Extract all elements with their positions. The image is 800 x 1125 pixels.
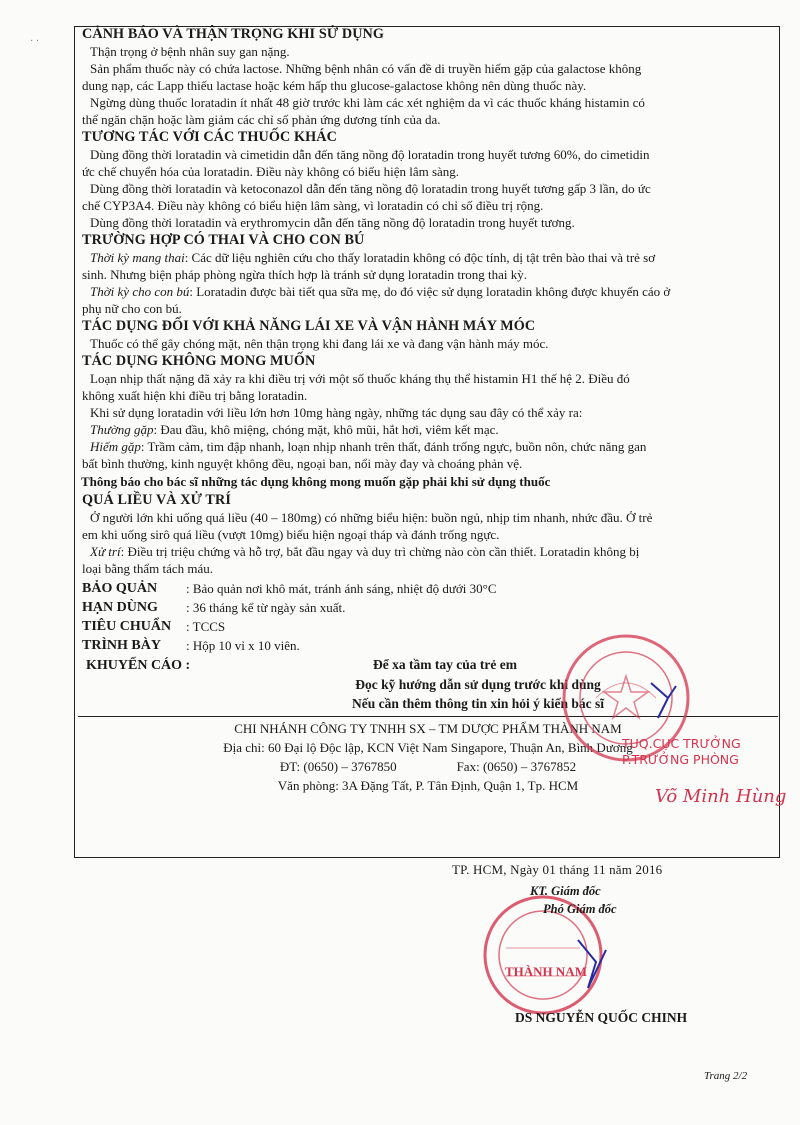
moh-authority [622,736,741,768]
doctor-notice: Thông báo cho bác sĩ những tác dụng không mong muốn gặp phải khi sử dụng thuốc [81,474,551,489]
section-pregnancy [78,231,778,317]
storage-row [78,579,778,598]
signer-title: KT. Giám đốc [530,884,601,898]
signing-date: TP. HCM, Ngày 01 tháng 11 năm 2016 [452,862,663,877]
section-heading: TRƯỜNG HỢP CÓ THAI VÀ CHO CON BÚ [82,232,365,248]
section-heading: TƯƠNG TÁC VỚI CÁC THUỐC KHÁC [82,129,337,145]
paragraph: thể ngăn chặn hoặc làm giảm các chỉ số phản ứng dương tính của da. [82,112,441,127]
section-overdose [78,491,778,577]
standard-value: : TCCS [186,619,226,634]
term-label: Xử trí [90,544,121,559]
signer-position: Phó Giám đốc [543,902,617,916]
section-heading: TÁC DỤNG KHÔNG MONG MUỐN [82,353,316,369]
paragraph: bất bình thường, kinh nguyệt không đều, ngoại ban, nổi mày đay và choáng phản vệ. [82,456,523,471]
recommendation-label: KHUYẾN CÁO : [86,658,191,673]
paragraph: Dùng đồng thời loratadin và ketoconazol dẫn đến tăng nồng độ loratadin trong huyết tương gấp 3 lần, do ức [90,181,651,196]
section-heading: TÁC DỤNG ĐỐI VỚI KHẢ NĂNG LÁI XE VÀ VẬN HÀNH MÁY MÓC [82,318,536,334]
paragraph: Thận trọng ở bệnh nhân suy gan nặng. [90,44,290,59]
paragraph: em khi uống sirô quá liều (vượt 10mg) biểu hiện ngoại tháp và đánh trống ngực. [82,527,500,542]
term-text: : Trầm cảm, tim đập nhanh, loạn nhịp nhanh trên thất, đánh trống ngực, buồn nôn, chức năng gan [140,439,647,454]
packaging-label: TRÌNH BÀY [82,638,161,653]
section-warnings [78,25,778,128]
moh-signature-name: Võ Minh Hùng [655,786,787,807]
term-text: : Đau đầu, khô miệng, chóng mặt, khô mũi, hắt hơi, viêm kết mạc. [153,422,499,437]
section-side-effects [78,352,778,491]
paragraph [78,249,778,266]
paragraph: chế CYP3A4. Điều này không có biểu hiện lâm sàng, vì loratadin có chỉ số điều trị rộng. [82,198,544,213]
company-name: CHI NHÁNH CÔNG TY TNHH SX – TM DƯỢC PHẨM THÀNH NAM [234,721,622,736]
paragraph: Sản phẩm thuốc này có chứa lactose. Những bệnh nhân có vấn đề di truyền hiếm gặp của galactose không [90,61,642,76]
expiry-row [78,598,778,617]
paragraph: Ở người lớn khi uống quá liều (40 – 180mg) có những biểu hiện: buồn ngủ, nhịp tim nhanh, nhức đầu. Ở trẻ [90,510,653,525]
recommendation-line: Nếu cần thêm thông tin xin hỏi ý kiến bác sĩ [351,696,605,711]
company-office: Văn phòng: 3A Đặng Tất, P. Tân Định, Quận 1, Tp. HCM [277,778,579,793]
scan-marks: · · [30,36,40,47]
term-label: Hiếm gặp [90,439,141,454]
paragraph: phụ nữ cho con bú. [82,301,182,316]
section-interactions [78,128,778,231]
signer-name: DS NGUYỄN QUỐC CHINH [515,1010,688,1025]
paragraph: Ngừng dùng thuốc loratadin ít nhất 48 giờ trước khi làm các xét nghiệm da vì các thuốc kháng histamin có [90,95,645,110]
storage-value: : Bảo quản nơi khô mát, tránh ánh sáng, nhiệt độ dưới 30°C [186,581,497,596]
moh-line: TUQ.CỤC TRƯỞNG [622,736,741,751]
expiry-label: HẠN DÙNG [82,600,158,615]
paragraph: Dùng đồng thời loratadin và cimetidin dẫn đến tăng nồng độ loratadin trong huyết tương 60%, do cimetidin [90,147,650,162]
paragraph: loại bằng thẩm tách máu. [82,561,214,576]
company-phone: ĐT: (0650) – 3767850 [279,759,397,774]
term-label: Thời kỳ cho con bú [90,284,190,299]
page-number: Trang 2/2 [704,1070,748,1082]
recommendation-line: Để xa tầm tay của trẻ em [373,657,517,672]
paragraph: dung nạp, các Lapp thiếu lactase hoặc kém hấp thu glucose-galactose không nên dùng thuốc này. [82,78,587,93]
paragraph: Thuốc có thể gây chóng mặt, nên thận trọng khi đang lái xe và đang vận hành máy móc. [90,336,549,351]
section-heading: CẢNH BÁO VÀ THẬN TRỌNG KHI SỬ DỤNG [82,26,385,42]
section-driving [78,317,778,352]
paragraph: sinh. Nhưng biện pháp phòng ngừa thích hợp là tránh sử dụng loratadin trong thai kỳ. [82,267,528,282]
term-label: Thường gặp [90,422,154,437]
company-fax: Fax: (0650) – 3767852 [456,759,577,774]
term-text: : Loratadin được bài tiết qua sữa mẹ, do đó việc sử dụng loratadin không được khuyến cáo ở [189,284,671,299]
paragraph [78,438,778,455]
term-label: Thời kỳ mang thai [90,250,185,265]
paragraph: Dùng đồng thời loratadin và erythromycin dẫn đến tăng nồng độ loratadin trong huyết tương. [90,215,575,230]
packaging-value: : Hộp 10 vỉ x 10 viên. [186,638,300,653]
paragraph [78,543,778,560]
paragraph: không xuất hiện khi điều trị bằng loratadin. [82,388,308,403]
paragraph: Loạn nhịp thất nặng đã xảy ra khi điều trị với một số thuốc kháng thụ thể histamin H1 thế hệ 2. Điều đó [90,371,630,386]
standard-label: TIÊU CHUẨN [82,619,172,634]
paragraph [78,421,778,438]
recommendation-line: Đọc kỹ hướng dẫn sử dụng trước khi dùng [355,677,601,692]
section-heading: QUÁ LIỀU VÀ XỬ TRÍ [82,492,231,508]
term-text: : Các dữ liệu nghiên cứu cho thấy loratadin không có độc tính, dị tật trên bào thai và trẻ sơ [184,250,656,265]
paragraph [78,283,778,300]
company-seal-center: THÀNH NAM [505,964,587,979]
term-text: : Điều trị triệu chứng và hỗ trợ, bắt đầu ngay và duy trì chừng nào còn cần thiết. Loratadin không bị [120,544,640,559]
paragraph: ức chế chuyển hóa của loratadin. Điều này không có biểu hiện lâm sàng. [82,164,460,179]
paragraph: Khi sử dụng loratadin với liều lớn hơn 10mg hàng ngày, những tác dụng sau đây có thể xảy ra: [90,405,583,420]
moh-line: P.TRƯỞNG PHÒNG [622,752,739,767]
storage-label: BẢO QUẢN [82,581,158,596]
expiry-value: : 36 tháng kể từ ngày sản xuất. [186,600,346,615]
company-address: Địa chỉ: 60 Đại lộ Độc lập, KCN Việt Nam Singapore, Thuận An, Bình Dương [223,740,633,755]
